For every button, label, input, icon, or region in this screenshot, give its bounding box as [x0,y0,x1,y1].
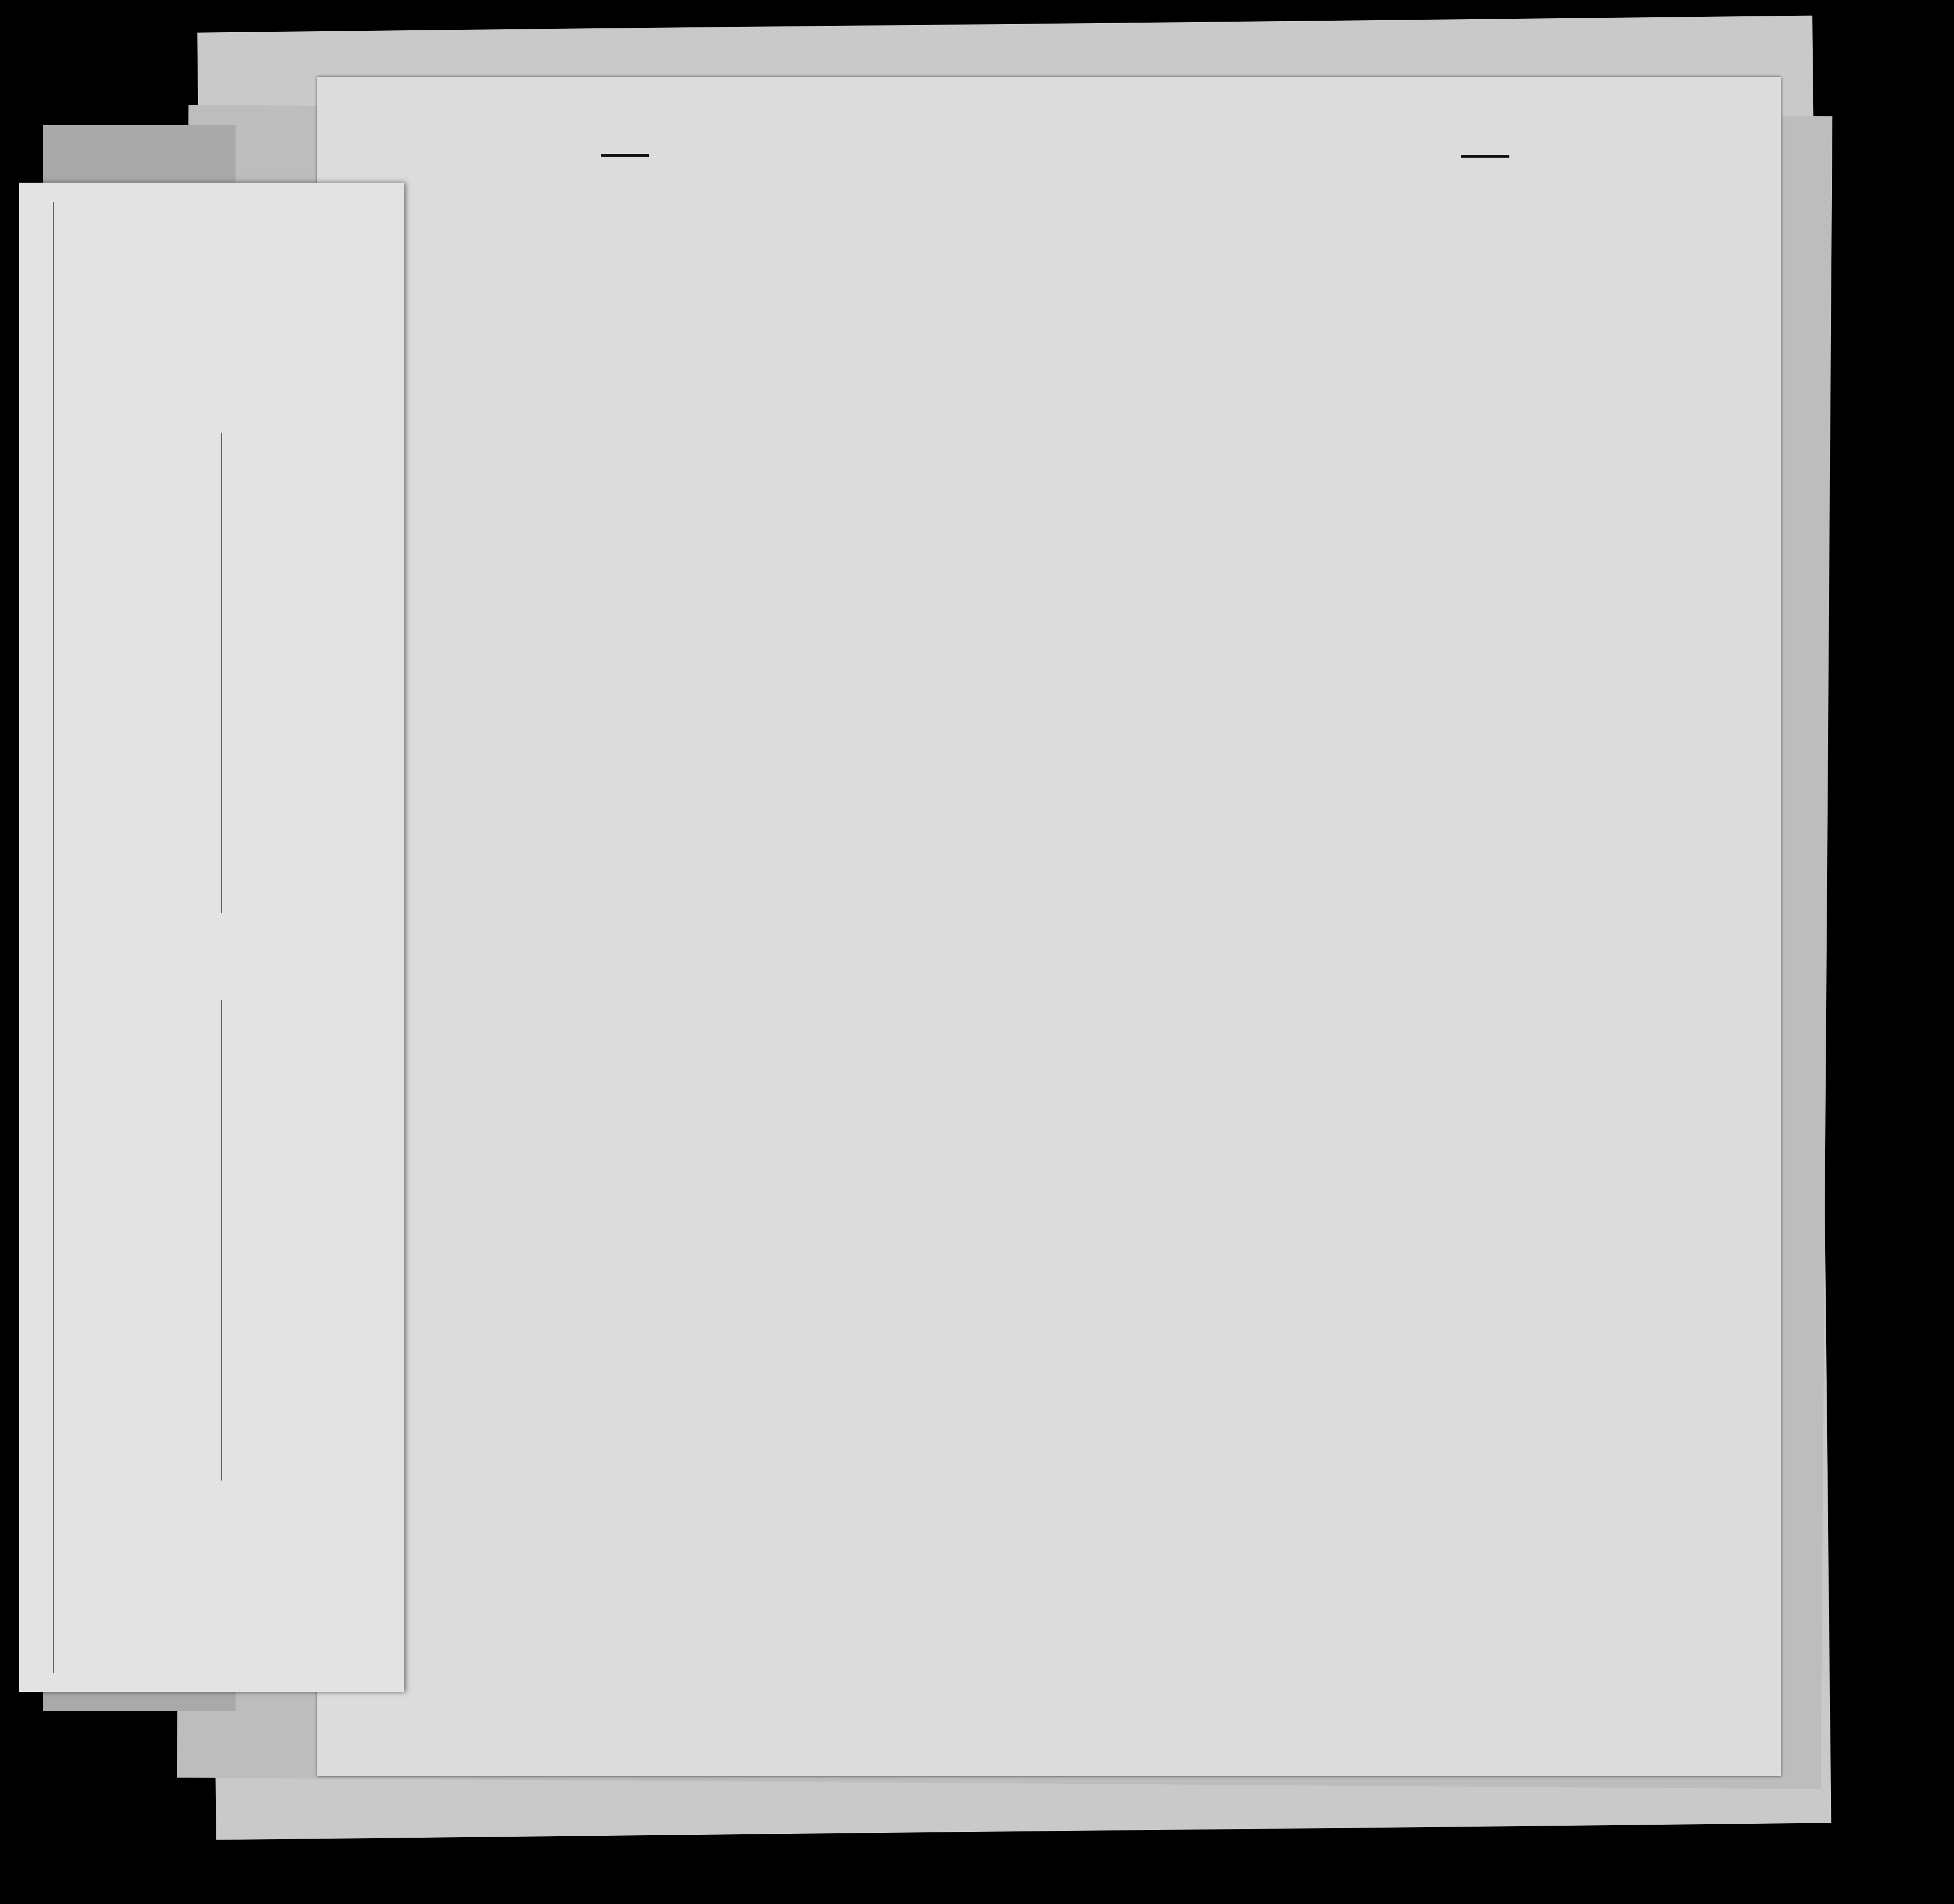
flap-rule [221,433,222,913]
dash-mark [1461,155,1509,158]
vessel-line [457,288,548,308]
flap-rule [221,1000,222,1481]
manifest-sheet [317,77,1781,1776]
line-field [423,1649,437,1663]
owners-field [423,1678,437,1692]
dash-mark [601,154,649,157]
discharged-seamen-flap [19,183,404,1692]
flap-rule [53,202,54,1673]
agents-field [423,1706,437,1721]
